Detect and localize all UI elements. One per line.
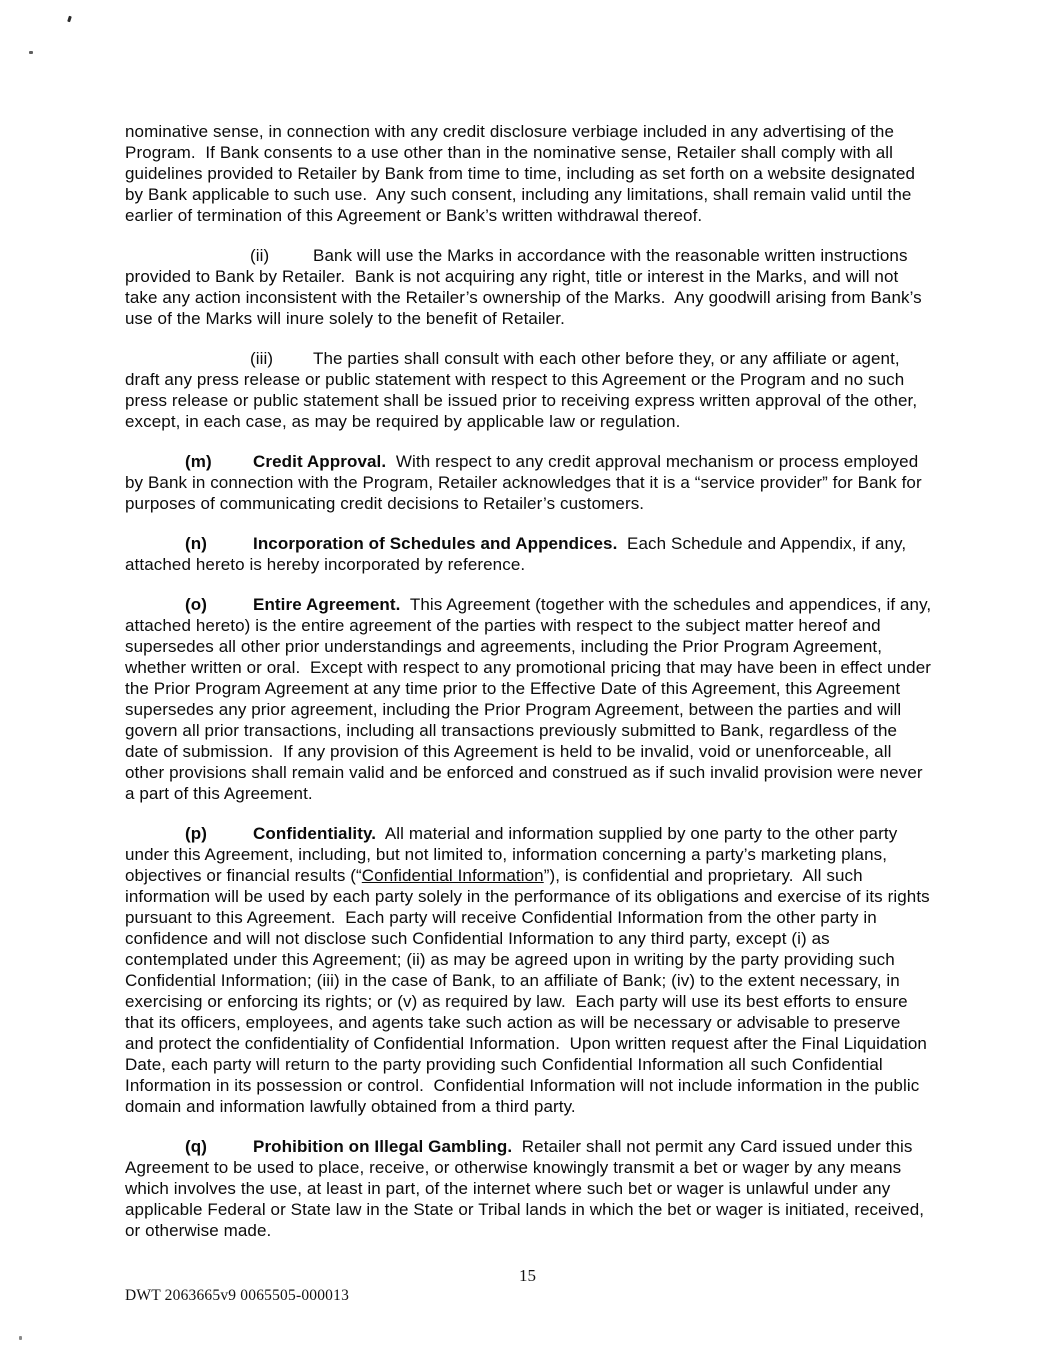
paragraph-text: Bank will use the Marks in accordance with the reasonable written instructions provided to Bank by Retailer. Bank is not acquiring any right, title or interest in the Marks, and will not take any action inconsistent with the Retailer’s ownership of the Marks. Any goodwill arising from Bank’s use of the Marks will inure solely to the benefit of Retailer. [125, 246, 927, 328]
paragraph-iii [125, 348, 933, 432]
paragraph-heading: Prohibition on Illegal Gambling. [253, 1137, 513, 1156]
paragraph-text: The parties shall consult with each other before they, or any affiliate or agent, draft any press release or public statement with respect to this Agreement or the Program and no such press release or public statement shall be issued prior to receiving express written approval of the other, except, in each case, as may be required by applicable law or regulation. [125, 349, 922, 431]
paragraph-o-entire-agreement [125, 594, 937, 804]
paragraph-text: Retailer shall not permit any Card issued under this Agreement to be used to place, receive, or otherwise knowingly transmit a bet or wager by any means which involves the use, at least in part, of the internet where such bet or wager is unlawful under any applicable Federal or State law in the State or Tribal lands in which the bet or wager is initiated, received, or otherwise made. [125, 1137, 929, 1240]
scan-artifact [19, 1336, 22, 1340]
paragraph-ii [125, 245, 933, 329]
paragraph-text: nominative sense, in connection with any credit disclosure verbiage included in any advertising of the Program. If Bank consents to a use other than in the nominative sense, Retailer shall comply with all guidelines provided to Retailer by Bank from time to time, including as set forth on a website designated by Bank applicable to such use. Any such consent, including any limitations, shall remain valid until the earlier of termination of this Agreement or Bank’s written withdrawal thereof. [125, 122, 920, 225]
scan-artifact [67, 16, 72, 23]
paragraph-n-incorporation [125, 533, 933, 575]
paragraph-label: (o) [185, 595, 208, 614]
paragraph-heading: Entire Agreement. [253, 595, 401, 614]
document-footer-code: DWT 2063665v9 0065505-000013 [125, 1287, 350, 1304]
defined-term-confidential-information: Confidential Information [361, 866, 544, 885]
paragraph-label: (n) [185, 534, 208, 553]
paragraph-continuation [125, 121, 933, 226]
paragraph-label: (ii) [250, 246, 270, 265]
paragraph-label: (p) [185, 824, 208, 843]
paragraph-label: (iii) [250, 349, 274, 368]
paragraph-heading: Credit Approval. [253, 452, 387, 471]
paragraph-label: (q) [185, 1137, 208, 1156]
body-text-block [125, 121, 937, 1260]
paragraph-q-illegal-gambling [125, 1136, 933, 1241]
paragraph-heading: Incorporation of Schedules and Appendices. [253, 534, 618, 553]
paragraph-text: With respect to any credit approval mechanism or process employed by Bank in connection with the Program, Retailer acknowledges that it is a “service provider” for Bank for purposes of communicating credit decisions to Retailer’s customers. [125, 452, 927, 513]
paragraph-label: (m) [185, 452, 212, 471]
page-number: 15 [519, 1266, 536, 1285]
paragraph-m-credit-approval [125, 451, 933, 514]
scan-artifact [29, 51, 33, 54]
paragraph-text: Each Schedule and Appendix, if any, attached hereto is hereby incorporated by reference. [125, 534, 912, 574]
paragraph-text: ”), is confidential and proprietary. All such information will be used by each party solely in the performance of its obligations and exercise of its rights pursuant to this Agreement. Each party will receive Confidential Information from the other party in confidence and will not disclose such Confidential Information to any third party, except (i) as contemplated under this Agreement; (ii) as may be agreed upon in writing by the party providing such Confidential Information; (iii) in the case of Bank, to an affiliate of Bank; (iv) to the extent necessary, in exercising or enforcing its rights; or (v) as required by law. Each party will use its best efforts to ensure that its officers, employees, and agents take such action as will be necessary or advisable to preserve and protect the confidentiality of Confidential Information. Upon written request after the Final Liquidation Date, each party will return to the party providing such Confidential Information all such Confidential Information in its possession or control. Confidential Information will not include information in the public domain and information lawfully obtained from a third party. [125, 866, 935, 1116]
paragraph-text: All material and information supplied by one party to the other party under this Agreement, including, but not limited to, information concerning a party’s marketing plans, objectives or financial results (“ [125, 824, 903, 885]
paragraph-heading: Confidentiality. [253, 824, 377, 843]
paragraph-p-confidentiality [125, 823, 933, 1117]
paragraph-text: This Agreement (together with the schedules and appendices, if any, attached hereto) is the entire agreement of the parties with respect to the subject matter hereof and supersedes all other prior understandings and agreements, including the Prior Program Agreement, whether written or oral. Except with respect to any promotional pricing that may have been in effect under the Prior Program Agreement at any time prior to the Effective Date of this Agreement, this Agreement supersedes any prior agreement, including the Prior Program Agreement, between the parties and will govern all prior transactions, including all transactions previously submitted to Bank, regardless of the date of submission. If any provision of this Agreement is held to be invalid, void or unenforceable, all other provisions shall remain valid and be enforced and construed as if such invalid provision were never a part of this Agreement. [125, 595, 937, 803]
